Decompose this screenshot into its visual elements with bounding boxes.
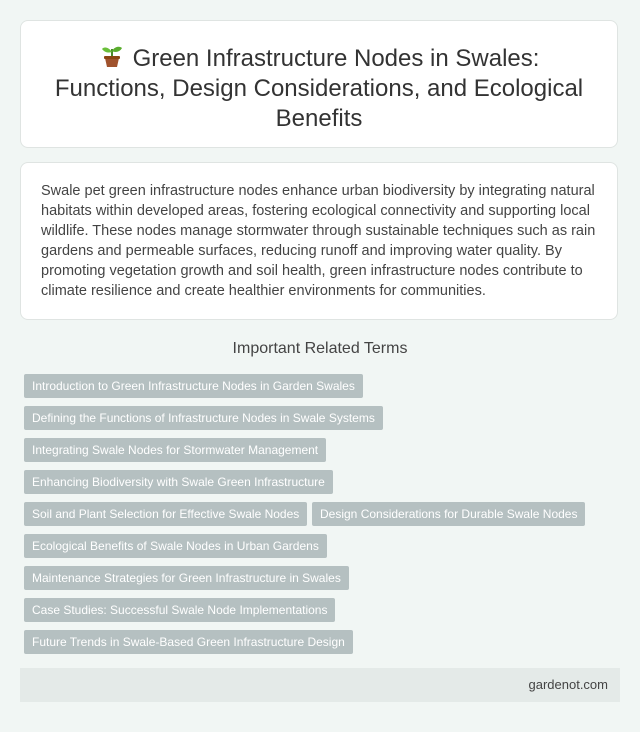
related-term-tag[interactable]: Future Trends in Swale-Based Green Infrastructure Design [24,630,353,654]
title-card [20,20,618,148]
related-term-tag[interactable]: Defining the Functions of Infrastructure Nodes in Swale Systems [24,406,383,430]
related-term-tag[interactable]: Enhancing Biodiversity with Swale Green Infrastructure [24,470,333,494]
page-title [21,21,617,134]
related-term-tag[interactable]: Case Studies: Successful Swale Node Implementations [24,598,335,622]
related-term-tag[interactable]: Ecological Benefits of Swale Nodes in Urban Gardens [24,534,327,558]
description-text: Swale pet green infrastructure nodes enhance urban biodiversity by integrating natural habitats within developed areas, fostering ecological connectivity and supporting local wildlife. These nodes manage stormwater through sustainable techniques such as rain gardens and permeable surfaces, reducing runoff and improving water quality. By promoting vegetation growth and soil health, green infrastructure nodes contribute to climate resilience and create healthier environments for communities. [41,183,596,299]
sprout-icon [99,43,125,69]
related-term-tag[interactable]: Integrating Swale Nodes for Stormwater Management [24,438,326,462]
footer [20,668,620,702]
related-term-tag[interactable]: Introduction to Green Infrastructure Nodes in Garden Swales [24,374,363,398]
related-term-tag[interactable]: Soil and Plant Selection for Effective Swale Nodes [24,502,307,526]
related-term-tag[interactable]: Design Considerations for Durable Swale Nodes [312,502,585,526]
footer-site[interactable]: gardenot.com [528,677,608,692]
related-term-tag[interactable]: Maintenance Strategies for Green Infrastructure in Swales [24,566,349,590]
related-terms-heading: Important Related Terms [232,340,408,357]
description-card [20,162,618,320]
page-title-text: Green Infrastructure Nodes in Swales: Functions, Design Considerations, and Ecological Benefits [54,45,584,132]
